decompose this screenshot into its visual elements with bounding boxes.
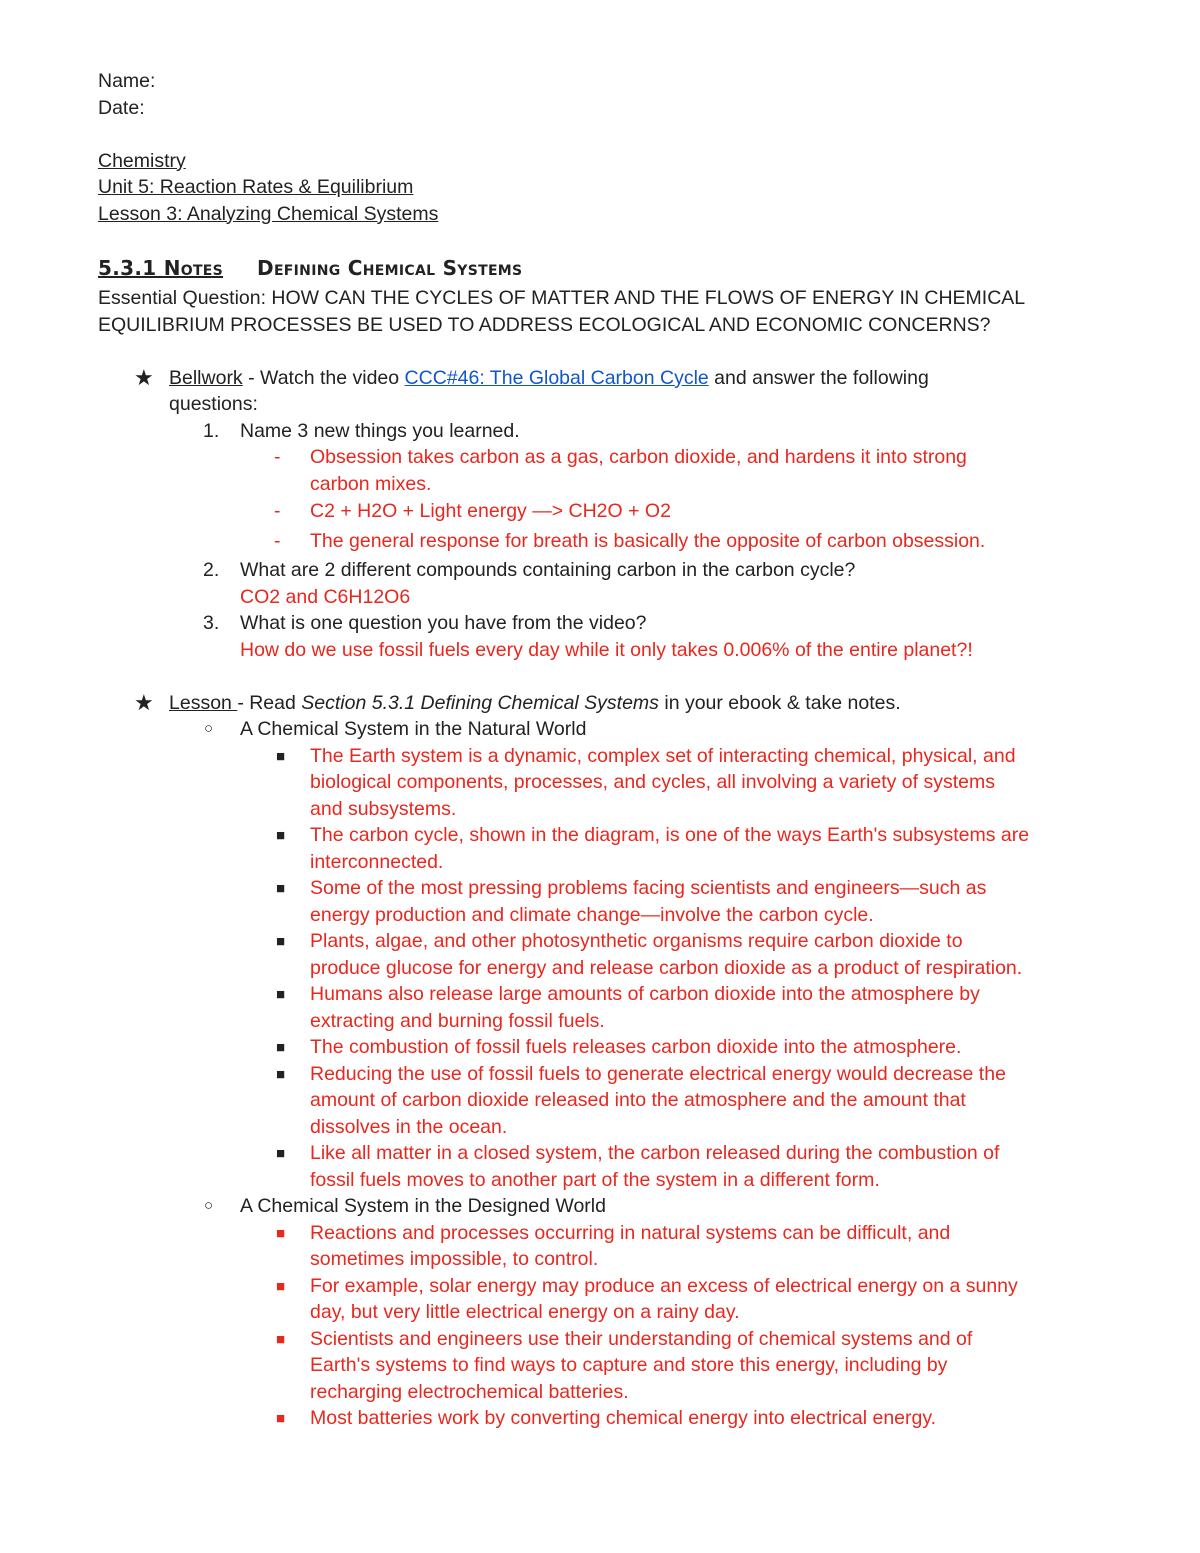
square-bullet-icon: ■ (276, 1330, 286, 1348)
name-label: Name: (98, 70, 156, 92)
square-bullet-icon: ■ (276, 1065, 286, 1083)
answer-item: - C2 + H2O + Light energy —> CH2O + O2 (274, 500, 671, 522)
note-line: sometimes impossible, to control. (310, 1248, 599, 1270)
square-bullet-icon: ■ (276, 880, 286, 897)
question-2: 2. What are 2 different compounds containing carbon in the carbon cycle? (203, 559, 856, 581)
question-text: What are 2 different compounds containing carbon in the carbon cycle? (240, 559, 856, 581)
note-line: Some of the most pressing problems facing scientists and engineers—such as (310, 877, 987, 899)
note-line: For example, solar energy may produce an excess of electrical energy on a sunny (310, 1274, 1018, 1297)
video-link[interactable]: CCC#46: The Global Carbon Cycle (404, 366, 709, 389)
square-bullet-icon: ■ (276, 933, 286, 950)
question-1: 1. Name 3 new things you learned. (203, 419, 520, 442)
note-line: extracting and burning fossil fuels. (310, 1009, 605, 1032)
spacer (98, 338, 1108, 365)
subheading-natural-world: ○ A Chemical System in the Natural World (98, 716, 1108, 743)
note-line: Most batteries work by converting chemical energy into electrical energy. (310, 1407, 937, 1429)
square-bullet-icon: ■ (276, 986, 286, 1003)
note-line: biological components, processes, and cycles, all involving a variety of systems (310, 771, 995, 793)
note-line: energy production and climate change—involve the carbon cycle. (310, 903, 874, 926)
answer-item: - Obsession takes carbon as a gas, carbon dioxide, and hardens it into strong carbon mixes. (274, 446, 967, 495)
note-bullet (98, 1061, 1108, 1141)
bellwork-item: ★ Bellwork - Watch the video CCC#46: The Global Carbon Cycle and answer the following questions: (134, 364, 929, 415)
bellwork-label: Bellwork (169, 366, 243, 389)
note-line: interconnected. (310, 850, 444, 873)
square-bullet-icon: ■ (276, 827, 286, 844)
square-bullet-icon: ■ (276, 1277, 286, 1295)
unit-title: Unit 5: Reaction Rates & Equilibrium (98, 176, 414, 198)
note-bullet (98, 822, 1108, 875)
answer-item: - The general response for breath is basically the opposite of carbon obsession. (274, 529, 986, 552)
note-line: Scientists and engineers use their understanding of chemical systems and of (310, 1327, 973, 1350)
page-title (98, 251, 1108, 285)
note-line: Like all matter in a closed system, the carbon released during the combustion of (310, 1142, 1000, 1164)
date-label: Date: (98, 96, 145, 119)
spacer (98, 227, 1108, 247)
star-icon: ★ (134, 689, 154, 715)
course-title: Chemistry (98, 149, 186, 172)
note-bullet (98, 1326, 1108, 1406)
lesson-label: Lesson (169, 691, 238, 714)
note-line: Plants, algae, and other photosynthetic organisms require carbon dioxide to (310, 930, 963, 952)
note-line: produce glucose for energy and release carbon dioxide as a product of respiration. (310, 956, 1023, 979)
note-bullet (98, 1034, 1108, 1061)
note-bullet (98, 928, 1108, 981)
note-line: Reducing the use of fossil fuels to generate electrical energy would decrease the (310, 1062, 1006, 1085)
note-bullet (98, 981, 1108, 1034)
note-line: amount of carbon dioxide released into the atmosphere and the amount that (310, 1089, 966, 1111)
question-text: What is one question you have from the video? (240, 612, 647, 634)
essential-question: Essential Question: HOW CAN THE CYCLES OF MATTER AND THE FLOWS OF ENERGY IN CHEMICAL EQUILIBRIUM PROCESSES BE USED TO ADDRESS ECOLOGICAL AND ECONOMIC CONCERNS? (98, 287, 1026, 336)
subheading-designed-world: ○ A Chemical System in the Designed World (98, 1193, 1108, 1220)
circle-bullet-icon: ○ (204, 720, 214, 737)
note-bullet (98, 1405, 1108, 1432)
square-bullet-icon: ■ (276, 1224, 286, 1242)
square-bullet-icon: ■ (276, 1410, 286, 1427)
note-line: The carbon cycle, shown in the diagram, is one of the ways Earth's subsystems are (310, 824, 1030, 846)
square-bullet-icon: ■ (276, 747, 286, 765)
lesson-title: Lesson 3: Analyzing Chemical Systems (98, 202, 439, 225)
note-bullet (98, 1140, 1108, 1193)
note-bullet (98, 743, 1108, 823)
note-line: Humans also release large amounts of carbon dioxide into the atmosphere by (310, 983, 980, 1005)
spacer (98, 663, 1108, 690)
section-reference: Section 5.3.1 Defining Chemical Systems (301, 691, 659, 714)
answer-text: How do we use fossil fuels every day while it only takes 0.006% of the entire planet?! (240, 638, 973, 661)
lesson-item: ★ Lesson - Read Section 5.3.1 Defining Chemical Systems in your ebook & take notes. (134, 689, 901, 715)
document-page (98, 68, 1108, 1432)
question-3: 3. What is one question you have from the video? (203, 612, 647, 634)
note-line: recharging electrochemical batteries. (310, 1380, 629, 1403)
circle-bullet-icon: ○ (204, 1197, 214, 1214)
note-bullet (98, 1273, 1108, 1326)
square-bullet-icon: ■ (276, 1039, 286, 1056)
title-text: Defining Chemical Systems (257, 256, 523, 280)
note-line: day, but very little electrical energy on a rainy day. (310, 1301, 740, 1323)
answer-text: CO2 and C6H12O6 (240, 585, 411, 608)
spacer (98, 121, 1108, 148)
title-number: 5.3.1 Notes (98, 256, 224, 280)
note-bullet (98, 1220, 1108, 1273)
note-line: Reactions and processes occurring in natural systems can be difficult, and (310, 1221, 951, 1244)
note-line: dissolves in the ocean. (310, 1115, 508, 1138)
question-text: Name 3 new things you learned. (240, 419, 520, 442)
note-bullet (98, 875, 1108, 928)
note-line: fossil fuels moves to another part of the system in a different form. (310, 1168, 880, 1191)
note-line: and subsystems. (310, 797, 457, 820)
designed-world-notes (98, 1220, 1108, 1432)
natural-world-notes (98, 743, 1108, 1194)
note-line: Earth's systems to find ways to capture and store this energy, including by (310, 1354, 948, 1376)
square-bullet-icon: ■ (276, 1145, 286, 1162)
note-line: The Earth system is a dynamic, complex set of interacting chemical, physical, and (310, 744, 1016, 767)
star-icon: ★ (134, 364, 154, 390)
note-line: The combustion of fossil fuels releases carbon dioxide into the atmosphere. (310, 1036, 962, 1058)
